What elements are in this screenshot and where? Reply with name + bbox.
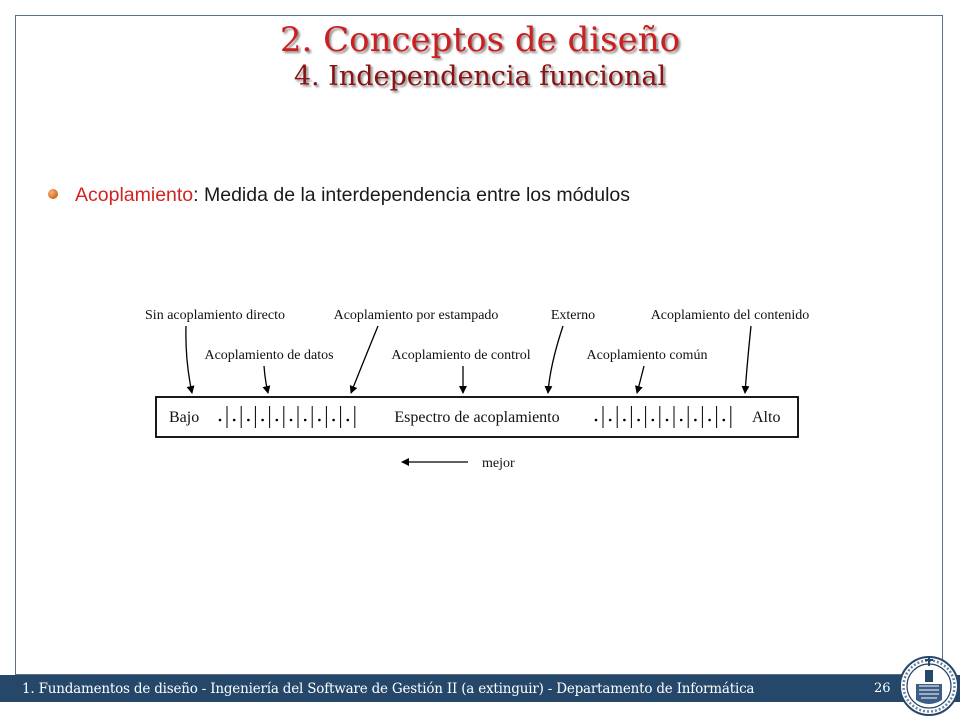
spectrum-dot [332, 419, 335, 422]
spectrum-dot [708, 419, 711, 422]
arrow-acoplamiento-datos [264, 366, 268, 393]
spectrum-dot [666, 419, 669, 422]
arrow-acoplamiento-contenido [745, 326, 751, 393]
arrow-externo [548, 326, 563, 393]
spectrum-dot [623, 419, 626, 422]
bullet-text: Medida de la interdependencia entre los módulos [198, 184, 631, 206]
spectrum-low: Bajo [169, 409, 200, 426]
label-acoplamiento-datos: Acoplamiento de datos [204, 348, 334, 363]
footer-text: 1. Fundamentos de diseño - Ingeniería del Software de Gestión II (a extinguir) - Departamento de Informática [22, 681, 755, 697]
spectrum-dot [219, 419, 222, 422]
spectrum-dot [247, 419, 250, 422]
label-acoplamiento-estampado: Acoplamiento por estampado [333, 308, 499, 323]
spectrum-dot [318, 419, 321, 422]
spectrum-dot [304, 419, 307, 422]
spectrum-dot [261, 419, 264, 422]
spectrum-dot [637, 419, 640, 422]
arrow-acoplamiento-comun [637, 366, 644, 393]
spectrum-dot [290, 419, 293, 422]
spectrum-high: Alto [752, 409, 781, 426]
bullet-term: Acoplamiento [75, 184, 194, 206]
arrow-acoplamiento-estampado [351, 326, 378, 393]
spectrum-dot [694, 419, 697, 422]
label-sin-acoplamiento: Sin acoplamiento directo [145, 308, 285, 323]
spectrum-dot [680, 419, 683, 422]
bullet-separator: : [193, 184, 199, 206]
label-acoplamiento-contenido: Acoplamiento del contenido [650, 308, 810, 323]
spectrum-dot [595, 419, 598, 422]
spectrum-dot [609, 419, 612, 422]
better-label: mejor [482, 456, 515, 471]
spectrum-dot [652, 419, 655, 422]
spectrum-dot [347, 419, 350, 422]
spectrum-center: Espectro de acoplamiento [394, 409, 560, 426]
university-seal-icon [898, 648, 960, 720]
label-externo: Externo [550, 308, 596, 323]
page-number: 26 [874, 681, 891, 696]
spectrum-dot [723, 419, 726, 422]
slide-title: 2. Conceptos de diseño [279, 20, 681, 60]
slide-subtitle: 4. Independencia funcional [293, 61, 667, 92]
label-acoplamiento-control: Acoplamiento de control [391, 348, 531, 363]
arrow-sin-acoplamiento [186, 326, 192, 393]
spectrum-dot [276, 419, 279, 422]
footer-bar [0, 675, 960, 702]
label-acoplamiento-comun: Acoplamiento común [586, 348, 708, 363]
spectrum-dot [233, 419, 236, 422]
